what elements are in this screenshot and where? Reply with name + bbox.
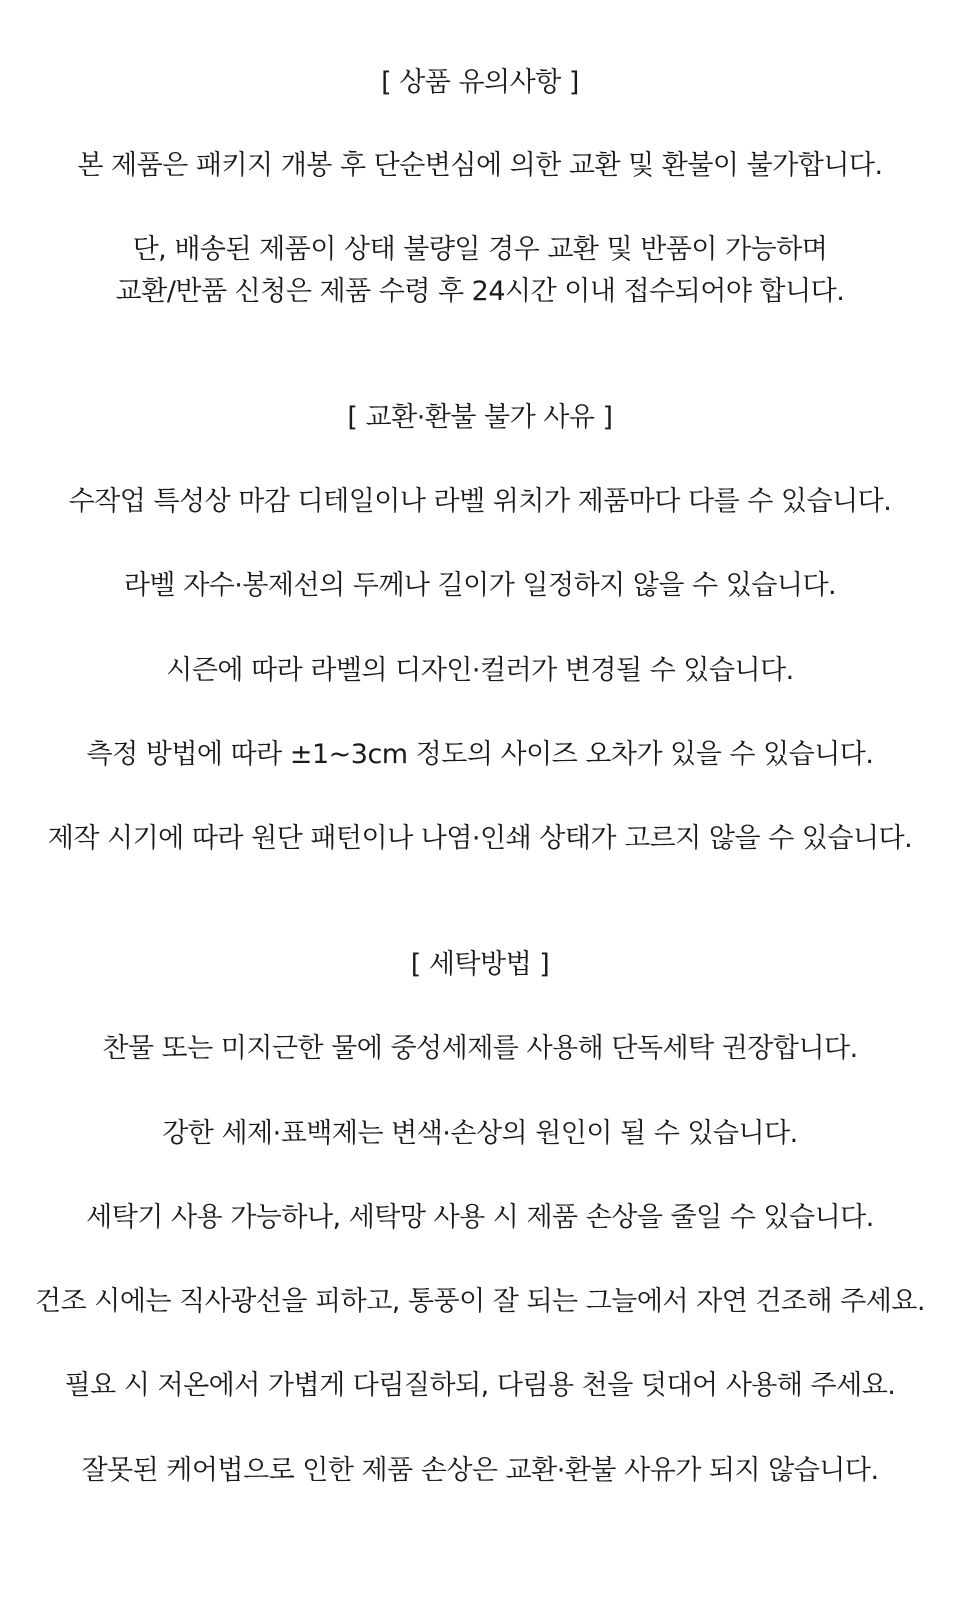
notice-paragraph-line: 교환/반품 신청은 제품 수령 후 24시간 이내 접수되어야 합니다. [115,276,845,307]
notice-paragraph-line: 단, 배송된 제품이 상태 불량일 경우 교환 및 반품이 가능하며 [132,234,828,265]
washing-item: 강한 세제·표백제는 변색·손상의 원인이 될 수 있습니다. [162,1118,798,1149]
no-refund-heading: [ 교환·환불 불가 사유 ] [347,402,613,433]
no-refund-item: 수작업 특성상 마감 디테일이나 라벨 위치가 제품마다 다를 수 있습니다. [68,486,892,517]
no-refund-item: 제작 시기에 따라 원단 패턴이나 나염·인쇄 상태가 고르지 않을 수 있습니다. [47,823,913,854]
no-refund-item: 시즌에 따라 라벨의 디자인·컬러가 변경될 수 있습니다. [166,655,794,686]
washing-heading: [ 세탁방법 ] [410,949,550,980]
washing-item: 세탁기 사용 가능하나, 세탁망 사용 시 제품 손상을 줄일 수 있습니다. [86,1202,874,1233]
notice-heading: [ 상품 유의사항 ] [381,67,579,98]
notice-paragraph: 본 제품은 패키지 개봉 후 단순변심에 의한 교환 및 환불이 불가합니다. [77,150,883,181]
washing-item: 건조 시에는 직사광선을 피하고, 통풍이 잘 되는 그늘에서 자연 건조해 주세요. [34,1286,926,1317]
no-refund-item: 측정 방법에 따라 ±1~3cm 정도의 사이즈 오차가 있을 수 있습니다. [86,739,874,770]
washing-item: 필요 시 저온에서 가볍게 다림질하되, 다림용 천을 덧대어 사용해 주세요. [64,1370,896,1401]
washing-item: 찬물 또는 미지근한 물에 중성세제를 사용해 단독세탁 권장합니다. [102,1033,858,1064]
no-refund-item: 라벨 자수·봉제선의 두께나 길이가 일정하지 않을 수 있습니다. [123,570,837,601]
washing-item: 잘못된 케어법으로 인한 제품 손상은 교환·환불 사유가 되지 않습니다. [81,1455,879,1486]
